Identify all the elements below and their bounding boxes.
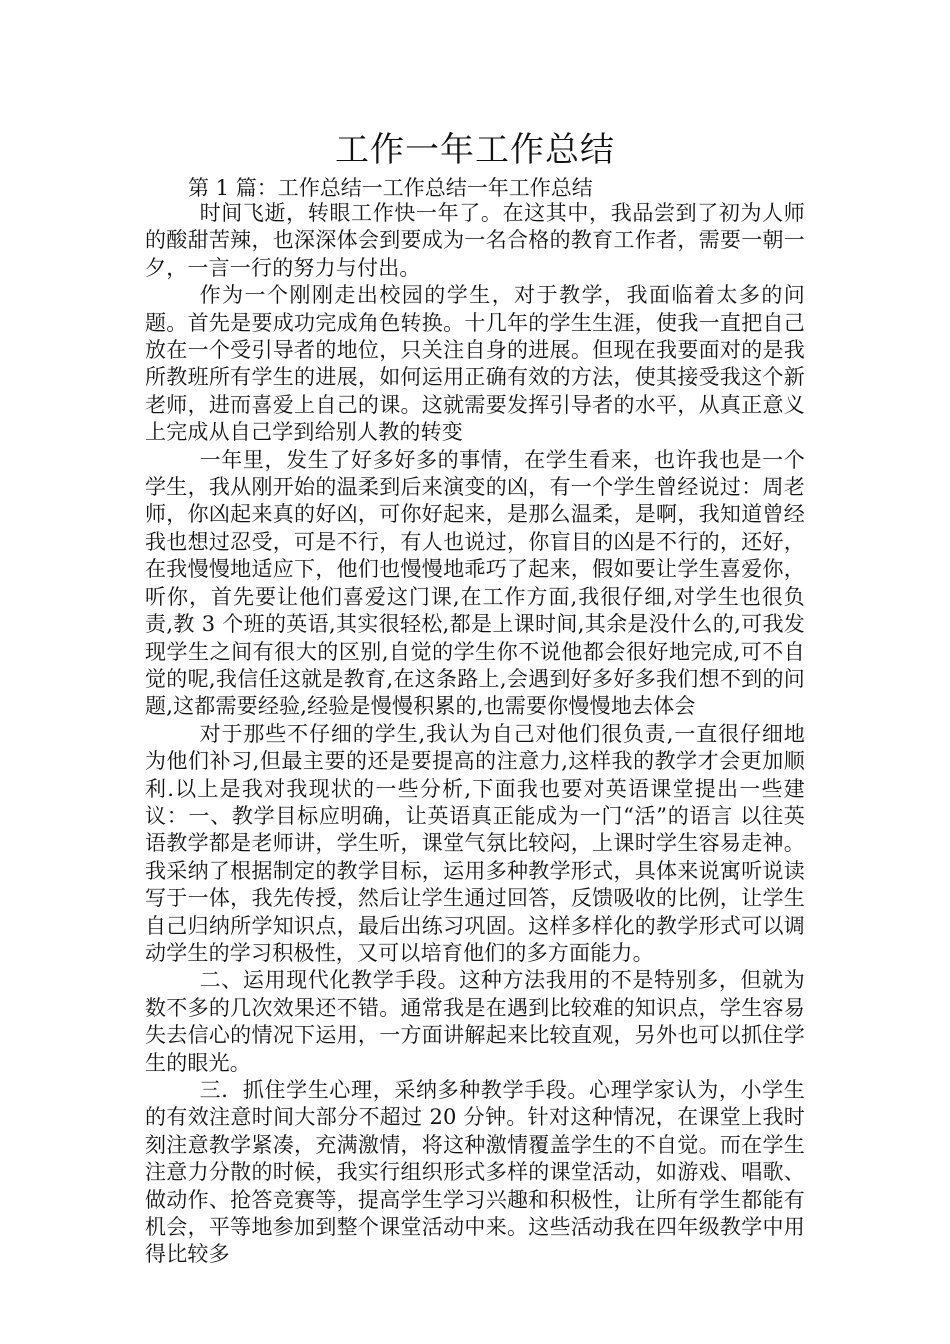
document-subtitle: 第 1 篇：工作总结一工作总结一年工作总结 [188,176,593,200]
paragraph-4: 对于那些不仔细的学生,我认为自己对他们很负责,一直很仔细地为他们补习,但最主要的还是要提高的注意力,这样我的教学才会更加顺利.以上是我对我现状的一些分析,下面我也要对英语课堂提出一些建议：一、教学目标应明确，让英语真正能成为一门“活”的语言 以往英语教学都是老师讲，学生听，课堂气氛比较闷，上课时学生容易走神。我采纳了根据制定的教学目标，运用多种教学形式，具体来说寓听说读写于一体，我先传授，然后让学生通过回答，反馈吸收的比例，让学生自己归纳所学知识点，最后出练习巩固。这样多样化的教学形式可以调动学生的学习积极性，又可以培育他们的多方面能力。 [145,721,805,965]
paragraph-3: 一年里，发生了好多好多的事情，在学生看来，也许我也是一个学生，我从刚开始的温柔到后来演变的凶，有一个学生曾经说过：周老师，你凶起来真的好凶，可你好起来，是那么温柔，是啊，我知道曾经我也想过忍受，可是不行，有人也说过，你盲目的凶是不行的，还好，在我慢慢地适应下，他们也慢慢地乖巧了起来，假如要让学生喜爱你，听你，首先要让他们喜爱这门课,在工作方面,我很仔细,对学生也很负责,教 3 个班的英语,其实很轻松,都是上课时间,其余是没什么的,可我发现学生之间有很大的区别,自觉的学生你不说他都会很好地完成,可不自觉的呢,我信任这就是教育,在这条路上,会遇到好多好多我们想不到的问题,这都需要经验,经验是慢慢积累的,也需要你慢慢地去体会 [145,447,805,719]
document-body [145,200,805,1269]
document-title: 工作一年工作总结 [335,130,615,170]
paragraph-2: 作为一个刚刚走出校园的学生，对于教学，我面临着太多的问题。首先是要成功完成角色转换。十几年的学生生涯，使我一直把自己放在一个受引导者的地位，只关注自身的进展。但现在我要面对的是我所教班所有学生的进展，如何运用正确有效的方法，使其接受我这个新老师，进而喜爱上自己的课。这就需要发挥引导者的水平，从真正意义上完成从自己学到给别人教的转变 [145,283,805,445]
paragraph-6: 三．抓住学生心理，采纳多种教学手段。心理学家认为，小学生的有效注意时间大部分不超过 20 分钟。针对这种情况，在课堂上我时刻注意教学紧凑，充满激情，将这种激情覆盖学生的不自觉。而在学生注意力分散的时候，我实行组织形式多样的课堂活动，如游戏、唱歌、做动作、抢答竞赛等，提高学生学习兴趣和积极性，让所有学生都能有机会，平等地参加到整个课堂活动中来。这些活动我在四年级教学中用得比较多 [145,1078,805,1267]
paragraph-1: 时间飞逝，转眼工作快一年了。在这其中，我品尝到了初为人师的酸甜苦辣，也深深体会到要成为一名合格的教育工作者，需要一朝一夕，一言一行的努力与付出。 [145,201,805,280]
paragraph-5: 二、运用现代化教学手段。这种方法我用的不是特别多，但就为数不多的几次效果还不错。通常我是在遇到比较难的知识点，学生容易失去信心的情况下运用，一方面讲解起来比较直观，另外也可以抓住学生的眼光。 [145,968,805,1075]
